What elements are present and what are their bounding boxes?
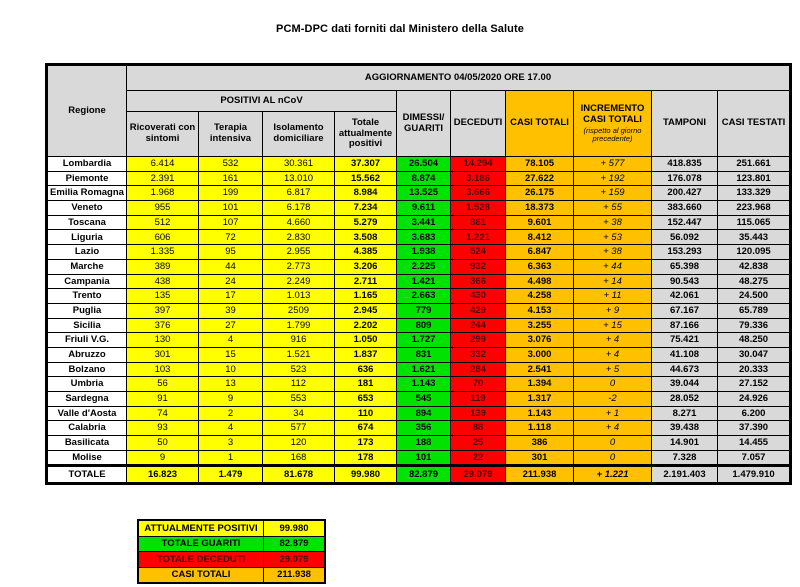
header-dimessi-guariti: DIMESSI/ GUARITI (397, 91, 451, 157)
cell-tamponi: 39.438 (652, 421, 718, 436)
cell-tamponi: 418.835 (652, 157, 718, 172)
cell-incremento: + 5 (574, 362, 652, 377)
cell-totale-positivi: 653 (335, 392, 397, 407)
cell-totale-positivi: 1.837 (335, 347, 397, 362)
header-casi-testati: CASI TESTATI (718, 91, 791, 157)
cell-casi-testati: 27.152 (718, 377, 791, 392)
cell-totale-positivi: 110 (335, 406, 397, 421)
cell-isolamento: 6.817 (263, 186, 335, 201)
cell-casi-testati: 35.443 (718, 230, 791, 245)
cell-casi-testati: 48.275 (718, 274, 791, 289)
cell-totale-positivi: 3.206 (335, 259, 397, 274)
cell-terapia: 532 (199, 157, 263, 172)
summary-label: CASI TOTALI (138, 567, 264, 583)
cell-ricoverati: 955 (127, 201, 199, 216)
cell-totale-positivi: 3.508 (335, 230, 397, 245)
cell-deceduti: 29.079 (451, 466, 506, 484)
cell-casi-totali: 4.498 (506, 274, 574, 289)
header-positivi-group: POSITIVI AL nCoV (127, 91, 397, 112)
cell-regione: Abruzzo (47, 347, 127, 362)
cell-ricoverati: 397 (127, 303, 199, 318)
cell-guariti: 82.879 (397, 466, 451, 484)
cell-guariti: 2.663 (397, 289, 451, 304)
cell-guariti: 894 (397, 406, 451, 421)
summary-label: TOTALE DECEDUTI (138, 552, 264, 568)
cell-guariti: 26.504 (397, 157, 451, 172)
cell-incremento: + 11 (574, 289, 652, 304)
cell-guariti: 1.143 (397, 377, 451, 392)
cell-incremento: + 4 (574, 421, 652, 436)
cell-guariti: 3.683 (397, 230, 451, 245)
header-row-groups (47, 91, 791, 112)
cell-casi-totali: 386 (506, 436, 574, 451)
cell-tamponi: 75.421 (652, 333, 718, 348)
cell-incremento: 0 (574, 436, 652, 451)
cell-guariti: 13.525 (397, 186, 451, 201)
cell-totale-positivi: 7.234 (335, 201, 397, 216)
cell-isolamento: 523 (263, 362, 335, 377)
cell-totale-positivi: 5.279 (335, 215, 397, 230)
table-row (47, 215, 791, 230)
cell-guariti: 356 (397, 421, 451, 436)
cell-tamponi: 90.543 (652, 274, 718, 289)
cell-deceduti: 430 (451, 289, 506, 304)
cell-regione: Campania (47, 274, 127, 289)
cell-incremento: + 15 (574, 318, 652, 333)
cell-casi-testati: 223.968 (718, 201, 791, 216)
cell-isolamento: 553 (263, 392, 335, 407)
table-row (47, 230, 791, 245)
table-row (47, 318, 791, 333)
summary-row (138, 520, 325, 536)
cell-casi-totali: 1.317 (506, 392, 574, 407)
cell-deceduti: 22 (451, 450, 506, 466)
cell-terapia: 13 (199, 377, 263, 392)
cell-isolamento: 1.521 (263, 347, 335, 362)
table-row (47, 436, 791, 451)
cell-incremento: 0 (574, 450, 652, 466)
cell-ricoverati: 9 (127, 450, 199, 466)
cell-casi-totali: 2.541 (506, 362, 574, 377)
cell-deceduti: 119 (451, 392, 506, 407)
cell-terapia: 1.479 (199, 466, 263, 484)
cell-totale-positivi: 2.945 (335, 303, 397, 318)
cell-guariti: 1.621 (397, 362, 451, 377)
summary-value: 82.879 (264, 536, 326, 552)
cell-regione: Calabria (47, 421, 127, 436)
cell-guariti: 831 (397, 347, 451, 362)
cell-incremento: + 9 (574, 303, 652, 318)
cell-tamponi: 200.427 (652, 186, 718, 201)
cell-incremento: + 53 (574, 230, 652, 245)
update-banner: AGGIORNAMENTO 04/05/2020 ORE 17.00 (127, 65, 791, 91)
cell-tamponi: 41.108 (652, 347, 718, 362)
table-row (47, 450, 791, 466)
cell-terapia: 199 (199, 186, 263, 201)
cell-ricoverati: 16.823 (127, 466, 199, 484)
header-isolamento: Isolamento domiciliare (263, 112, 335, 157)
cell-casi-testati: 24.500 (718, 289, 791, 304)
cell-regione: Piemonte (47, 171, 127, 186)
cell-casi-testati: 7.057 (718, 450, 791, 466)
cell-tamponi: 56.092 (652, 230, 718, 245)
cell-casi-testati: 30.047 (718, 347, 791, 362)
cell-ricoverati: 50 (127, 436, 199, 451)
cell-regione: Toscana (47, 215, 127, 230)
cell-casi-totali: 4.258 (506, 289, 574, 304)
cell-casi-testati: 48.250 (718, 333, 791, 348)
cell-incremento: + 159 (574, 186, 652, 201)
cell-casi-testati: 251.661 (718, 157, 791, 172)
cell-casi-totali: 211.938 (506, 466, 574, 484)
cell-deceduti: 25 (451, 436, 506, 451)
cell-deceduti: 88 (451, 421, 506, 436)
cell-totale-positivi: 37.307 (335, 157, 397, 172)
cell-regione: Friuli V.G. (47, 333, 127, 348)
cell-regione: Emilia Romagna (47, 186, 127, 201)
cell-incremento: + 192 (574, 171, 652, 186)
cell-tamponi: 2.191.403 (652, 466, 718, 484)
cell-ricoverati: 376 (127, 318, 199, 333)
cell-deceduti: 14.294 (451, 157, 506, 172)
cell-totale-positivi: 1.050 (335, 333, 397, 348)
header-row-banner (47, 65, 791, 91)
cell-ricoverati: 1.335 (127, 245, 199, 260)
cell-ricoverati: 512 (127, 215, 199, 230)
summary-value: 99.980 (264, 520, 326, 536)
cell-regione: TOTALE (47, 466, 127, 484)
cell-deceduti: 429 (451, 303, 506, 318)
cell-isolamento: 1.799 (263, 318, 335, 333)
cell-guariti: 1.421 (397, 274, 451, 289)
cell-incremento: 0 (574, 377, 652, 392)
summary-table (137, 519, 326, 584)
cell-incremento: + 38 (574, 245, 652, 260)
header-terapia: Terapia intensiva (199, 112, 263, 157)
cell-totale-positivi: 1.165 (335, 289, 397, 304)
cell-isolamento: 2.249 (263, 274, 335, 289)
cell-deceduti: 932 (451, 259, 506, 274)
table-row (47, 186, 791, 201)
cell-totale-positivi: 178 (335, 450, 397, 466)
cell-regione: Trento (47, 289, 127, 304)
cell-casi-testati: 37.390 (718, 421, 791, 436)
table-row (47, 347, 791, 362)
header-incremento-title: INCREMENTO CASI TOTALI (580, 102, 645, 125)
cell-casi-testati: 133.329 (718, 186, 791, 201)
table-row (47, 201, 791, 216)
cell-deceduti: 1.221 (451, 230, 506, 245)
cell-incremento: + 44 (574, 259, 652, 274)
cell-casi-testati: 1.479.910 (718, 466, 791, 484)
cell-regione: Bolzano (47, 362, 127, 377)
cell-regione: Lazio (47, 245, 127, 260)
table-row (47, 289, 791, 304)
cell-terapia: 2 (199, 406, 263, 421)
cell-isolamento: 168 (263, 450, 335, 466)
summary-row (138, 536, 325, 552)
cell-ricoverati: 74 (127, 406, 199, 421)
summary-row (138, 552, 325, 568)
cell-totale-positivi: 15.562 (335, 171, 397, 186)
cell-terapia: 27 (199, 318, 263, 333)
cell-casi-testati: 20.333 (718, 362, 791, 377)
cell-tamponi: 176.078 (652, 171, 718, 186)
table-row (47, 406, 791, 421)
cell-deceduti: 284 (451, 362, 506, 377)
cell-ricoverati: 91 (127, 392, 199, 407)
cell-totale-positivi: 181 (335, 377, 397, 392)
summary-value: 29.079 (264, 552, 326, 568)
cell-incremento: + 4 (574, 333, 652, 348)
cell-isolamento: 2509 (263, 303, 335, 318)
cell-casi-testati: 65.789 (718, 303, 791, 318)
summary-row (138, 567, 325, 583)
cell-terapia: 72 (199, 230, 263, 245)
cell-terapia: 161 (199, 171, 263, 186)
table-row (47, 259, 791, 274)
header-ricoverati: Ricoverati con sintomi (127, 112, 199, 157)
cell-isolamento: 30.361 (263, 157, 335, 172)
cell-tamponi: 67.167 (652, 303, 718, 318)
cell-guariti: 101 (397, 450, 451, 466)
cell-incremento: + 14 (574, 274, 652, 289)
cell-casi-testati: 14.455 (718, 436, 791, 451)
cell-ricoverati: 6.414 (127, 157, 199, 172)
cell-isolamento: 577 (263, 421, 335, 436)
cell-casi-totali: 9.601 (506, 215, 574, 230)
cell-tamponi: 42.061 (652, 289, 718, 304)
header-regione: Regione (47, 65, 127, 157)
table-row (47, 362, 791, 377)
page-title: PCM-DPC dati forniti dal Ministero della Salute (276, 23, 524, 35)
cell-casi-totali: 6.847 (506, 245, 574, 260)
table-row (47, 157, 791, 172)
cell-casi-testati: 24.926 (718, 392, 791, 407)
cell-terapia: 107 (199, 215, 263, 230)
cell-isolamento: 112 (263, 377, 335, 392)
cell-totale-positivi: 2.202 (335, 318, 397, 333)
cell-terapia: 4 (199, 333, 263, 348)
cell-casi-testati: 123.801 (718, 171, 791, 186)
cell-ricoverati: 438 (127, 274, 199, 289)
cell-regione: Liguria (47, 230, 127, 245)
cell-casi-testati: 115.065 (718, 215, 791, 230)
cell-casi-totali: 4.153 (506, 303, 574, 318)
table-body (47, 157, 791, 484)
cell-ricoverati: 56 (127, 377, 199, 392)
cell-casi-totali: 1.143 (506, 406, 574, 421)
summary-value: 211.938 (264, 567, 326, 583)
cell-totale-positivi: 674 (335, 421, 397, 436)
cell-incremento: + 55 (574, 201, 652, 216)
header-totale-positivi: Totale attualmente positivi (335, 112, 397, 157)
header-casi-totali: CASI TOTALI (506, 91, 574, 157)
cell-tamponi: 28.052 (652, 392, 718, 407)
cell-isolamento: 2.830 (263, 230, 335, 245)
cell-totale-positivi: 173 (335, 436, 397, 451)
cell-ricoverati: 1.968 (127, 186, 199, 201)
cell-ricoverati: 606 (127, 230, 199, 245)
cell-guariti: 9.611 (397, 201, 451, 216)
cell-terapia: 39 (199, 303, 263, 318)
cell-guariti: 545 (397, 392, 451, 407)
cell-casi-testati: 79.336 (718, 318, 791, 333)
cell-casi-totali: 3.000 (506, 347, 574, 362)
cell-ricoverati: 130 (127, 333, 199, 348)
cell-terapia: 1 (199, 450, 263, 466)
cell-incremento: -2 (574, 392, 652, 407)
cell-guariti: 3.441 (397, 215, 451, 230)
cell-deceduti: 244 (451, 318, 506, 333)
cell-terapia: 95 (199, 245, 263, 260)
cell-casi-totali: 27.622 (506, 171, 574, 186)
cell-guariti: 8.874 (397, 171, 451, 186)
cell-deceduti: 332 (451, 347, 506, 362)
cell-ricoverati: 2.391 (127, 171, 199, 186)
cell-tamponi: 65.398 (652, 259, 718, 274)
cell-deceduti: 524 (451, 245, 506, 260)
cell-isolamento: 13.010 (263, 171, 335, 186)
summary-body (138, 520, 325, 583)
cell-deceduti: 3.186 (451, 171, 506, 186)
table-row (47, 377, 791, 392)
cell-incremento: + 1 (574, 406, 652, 421)
cell-regione: Umbria (47, 377, 127, 392)
table-row (47, 392, 791, 407)
cell-regione: Veneto (47, 201, 127, 216)
cell-terapia: 3 (199, 436, 263, 451)
cell-regione: Valle d'Aosta (47, 406, 127, 421)
cell-casi-totali: 26.175 (506, 186, 574, 201)
cell-isolamento: 2.773 (263, 259, 335, 274)
cell-guariti: 188 (397, 436, 451, 451)
table-row-total (47, 466, 791, 484)
cell-terapia: 4 (199, 421, 263, 436)
cell-guariti: 1.727 (397, 333, 451, 348)
cell-terapia: 101 (199, 201, 263, 216)
cell-deceduti: 881 (451, 215, 506, 230)
cell-incremento: + 4 (574, 347, 652, 362)
cell-isolamento: 2.955 (263, 245, 335, 260)
cell-deceduti: 139 (451, 406, 506, 421)
cell-tamponi: 8.271 (652, 406, 718, 421)
cell-regione: Basilicata (47, 436, 127, 451)
cell-totale-positivi: 99.980 (335, 466, 397, 484)
cell-regione: Marche (47, 259, 127, 274)
cell-incremento: + 1.221 (574, 466, 652, 484)
header-incremento (574, 91, 652, 157)
cell-guariti: 779 (397, 303, 451, 318)
header-incremento-note: (rispetto al giorno precedente) (583, 125, 642, 143)
cell-tamponi: 44.673 (652, 362, 718, 377)
cell-regione: Sicilia (47, 318, 127, 333)
cell-casi-totali: 8.412 (506, 230, 574, 245)
cell-guariti: 2.225 (397, 259, 451, 274)
cell-terapia: 15 (199, 347, 263, 362)
cell-incremento: + 577 (574, 157, 652, 172)
table-row (47, 333, 791, 348)
cell-deceduti: 299 (451, 333, 506, 348)
cell-isolamento: 1.013 (263, 289, 335, 304)
cell-terapia: 17 (199, 289, 263, 304)
cell-guariti: 1.938 (397, 245, 451, 260)
cell-isolamento: 81.678 (263, 466, 335, 484)
cell-casi-totali: 18.373 (506, 201, 574, 216)
cell-casi-totali: 1.118 (506, 421, 574, 436)
cell-casi-testati: 6.200 (718, 406, 791, 421)
cell-totale-positivi: 2.711 (335, 274, 397, 289)
cell-terapia: 10 (199, 362, 263, 377)
cell-regione: Lombardia (47, 157, 127, 172)
cell-casi-totali: 3.255 (506, 318, 574, 333)
cell-terapia: 24 (199, 274, 263, 289)
cell-casi-totali: 1.394 (506, 377, 574, 392)
cell-regione: Sardegna (47, 392, 127, 407)
cell-tamponi: 383.660 (652, 201, 718, 216)
cell-incremento: + 38 (574, 215, 652, 230)
cell-deceduti: 70 (451, 377, 506, 392)
cell-tamponi: 7.328 (652, 450, 718, 466)
cell-casi-totali: 6.363 (506, 259, 574, 274)
table-row (47, 245, 791, 260)
table-row (47, 274, 791, 289)
cell-ricoverati: 301 (127, 347, 199, 362)
cell-isolamento: 120 (263, 436, 335, 451)
header-tamponi: TAMPONI (652, 91, 718, 157)
covid-regions-table (45, 63, 792, 485)
cell-ricoverati: 135 (127, 289, 199, 304)
cell-tamponi: 87.166 (652, 318, 718, 333)
cell-tamponi: 152.447 (652, 215, 718, 230)
cell-tamponi: 153.293 (652, 245, 718, 260)
cell-terapia: 9 (199, 392, 263, 407)
cell-deceduti: 3.666 (451, 186, 506, 201)
cell-isolamento: 916 (263, 333, 335, 348)
cell-ricoverati: 389 (127, 259, 199, 274)
cell-tamponi: 39.044 (652, 377, 718, 392)
cell-totale-positivi: 8.984 (335, 186, 397, 201)
header-deceduti: DECEDUTI (451, 91, 506, 157)
cell-deceduti: 366 (451, 274, 506, 289)
cell-isolamento: 4.660 (263, 215, 335, 230)
cell-isolamento: 6.178 (263, 201, 335, 216)
cell-casi-totali: 301 (506, 450, 574, 466)
cell-ricoverati: 103 (127, 362, 199, 377)
cell-regione: Molise (47, 450, 127, 466)
table-row (47, 171, 791, 186)
summary-label: ATTUALMENTE POSITIVI (138, 520, 264, 536)
cell-isolamento: 34 (263, 406, 335, 421)
cell-casi-testati: 120.095 (718, 245, 791, 260)
cell-guariti: 809 (397, 318, 451, 333)
cell-regione: Puglia (47, 303, 127, 318)
table-row (47, 421, 791, 436)
cell-ricoverati: 93 (127, 421, 199, 436)
cell-terapia: 44 (199, 259, 263, 274)
cell-tamponi: 14.901 (652, 436, 718, 451)
cell-casi-testati: 42.838 (718, 259, 791, 274)
cell-totale-positivi: 4.385 (335, 245, 397, 260)
cell-casi-totali: 3.076 (506, 333, 574, 348)
cell-deceduti: 1.528 (451, 201, 506, 216)
table-row (47, 303, 791, 318)
cell-totale-positivi: 636 (335, 362, 397, 377)
cell-casi-totali: 78.105 (506, 157, 574, 172)
summary-label: TOTALE GUARITI (138, 536, 264, 552)
